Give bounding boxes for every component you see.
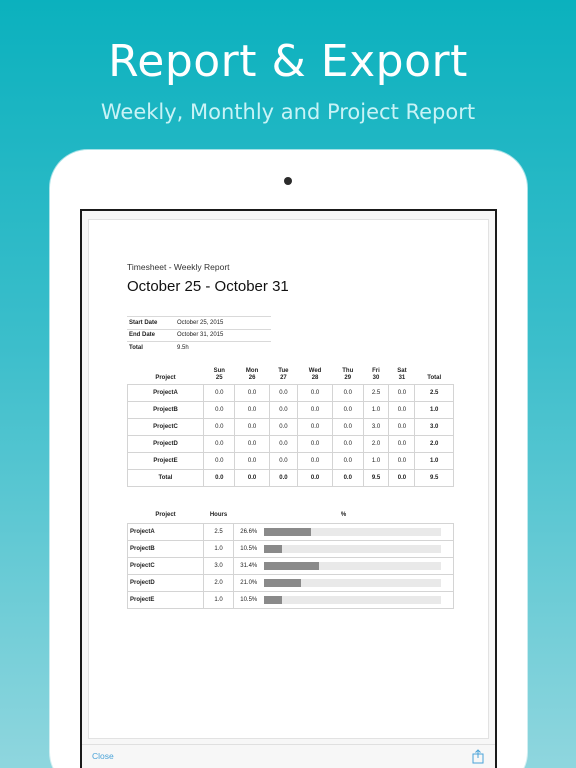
meta-label: Start Date [127, 317, 175, 330]
headline: Report & Export [108, 36, 468, 87]
day-name: Mon [245, 367, 259, 374]
hours-cell: 0.0 [332, 401, 363, 418]
table-row [128, 418, 454, 435]
hours-cell: 0.0 [389, 384, 415, 401]
percent-bar-track [264, 562, 442, 570]
row-total: 3.0 [415, 418, 454, 435]
hours-value: 1.0 [204, 591, 234, 608]
hours-cell: 0.0 [235, 435, 269, 452]
percent-value: 26.6% [234, 523, 264, 540]
hours-value: 2.0 [204, 574, 234, 591]
hours-cell: 0.0 [332, 452, 363, 469]
share-icon[interactable] [471, 749, 485, 764]
percent-bar-track [264, 528, 442, 536]
meta-value: 9.5h [175, 342, 271, 355]
camera-dot [284, 177, 292, 185]
project-name: ProjectC [128, 557, 204, 574]
hours-cell: 0.0 [204, 401, 235, 418]
hours-cell: 0.0 [332, 435, 363, 452]
hours-cell: 0.0 [204, 469, 235, 486]
meta-row [127, 329, 271, 342]
row-total: 2.5 [415, 384, 454, 401]
row-total: 9.5 [415, 469, 454, 486]
day-date: 31 [398, 374, 406, 381]
hours-value: 3.0 [204, 557, 234, 574]
day-date: 26 [248, 374, 256, 381]
day-header [363, 364, 389, 384]
day-name: Sat [397, 367, 407, 374]
percent-bar-fill [264, 579, 301, 587]
close-button[interactable]: Close [92, 751, 114, 761]
hours-cell: 0.0 [298, 418, 333, 435]
report-page [88, 219, 489, 739]
percent-bar-fill [264, 596, 283, 604]
report-kicker: Timesheet - Weekly Report [127, 262, 230, 272]
hours-cell: 0.0 [204, 384, 235, 401]
hours-cell: 0.0 [389, 401, 415, 418]
table-row [128, 435, 454, 452]
hours-cell: 0.0 [298, 435, 333, 452]
day-header [204, 364, 235, 384]
bottom-toolbar [82, 744, 495, 768]
project-name: ProjectE [128, 591, 204, 608]
meta-label: Total [127, 342, 175, 355]
hours-cell: 0.0 [235, 401, 269, 418]
project-name: ProjectB [128, 540, 204, 557]
hours-cell: 0.0 [389, 469, 415, 486]
row-total: 2.0 [415, 435, 454, 452]
row-total: 1.0 [415, 452, 454, 469]
hours-cell: 0.0 [269, 401, 297, 418]
meta-row [127, 342, 271, 355]
breakdown-row [128, 591, 454, 608]
report-meta-table [127, 316, 271, 354]
hours-cell: 0.0 [298, 469, 333, 486]
breakdown-row [128, 557, 454, 574]
breakdown-project-header: Project [155, 511, 176, 518]
hours-value: 2.5 [204, 523, 234, 540]
percent-bar-cell [264, 591, 454, 608]
day-header [389, 364, 415, 384]
hours-cell: 0.0 [298, 384, 333, 401]
table-row [128, 384, 454, 401]
hours-cell: 0.0 [332, 418, 363, 435]
percent-value: 21.0% [234, 574, 264, 591]
hours-cell: 0.0 [389, 435, 415, 452]
percent-bar-fill [264, 562, 320, 570]
day-header [332, 364, 363, 384]
breakdown-hours-header: Hours [209, 511, 228, 518]
hours-cell: 0.0 [235, 384, 269, 401]
percent-value: 10.5% [234, 540, 264, 557]
day-header [269, 364, 297, 384]
hours-cell: 2.5 [363, 384, 389, 401]
hours-cell: 0.0 [332, 469, 363, 486]
hours-cell: 0.0 [269, 435, 297, 452]
project-name: ProjectD [128, 435, 204, 452]
hours-cell: 0.0 [269, 384, 297, 401]
report-preview [82, 211, 495, 768]
day-date: 27 [280, 374, 287, 381]
hours-cell: 0.0 [204, 418, 235, 435]
project-breakdown-table [127, 507, 454, 609]
hours-cell: 0.0 [389, 418, 415, 435]
day-header [298, 364, 333, 384]
project-name: ProjectC [128, 418, 204, 435]
day-name: Fri [372, 367, 380, 374]
project-name: ProjectA [128, 523, 204, 540]
total-row [128, 469, 454, 486]
meta-value: October 25, 2015 [175, 317, 271, 330]
hours-value: 1.0 [204, 540, 234, 557]
hours-cell: 0.0 [235, 418, 269, 435]
meta-label: End Date [127, 329, 175, 342]
percent-bar-cell [264, 540, 454, 557]
day-name: Wed [308, 367, 322, 374]
hours-cell: 0.0 [235, 469, 269, 486]
hours-cell: 0.0 [389, 452, 415, 469]
hours-cell: 3.0 [363, 418, 389, 435]
hours-cell: 0.0 [269, 452, 297, 469]
percent-bar-track [264, 579, 442, 587]
hours-cell: 0.0 [298, 401, 333, 418]
hours-cell: 2.0 [363, 435, 389, 452]
breakdown-percent-header: % [340, 511, 347, 518]
subheadline: Weekly, Monthly and Project Report [100, 100, 476, 124]
day-date: 29 [344, 374, 352, 381]
percent-bar-fill [264, 528, 311, 536]
percent-bar-fill [264, 545, 283, 553]
meta-value: October 31, 2015 [175, 329, 271, 342]
row-total: 1.0 [415, 401, 454, 418]
day-name: Tue [278, 367, 289, 374]
table-row [128, 401, 454, 418]
day-date: 30 [372, 374, 380, 381]
weekly-hours-table [127, 364, 454, 487]
tablet-screen [80, 209, 497, 768]
project-name: ProjectA [128, 384, 204, 401]
project-name: ProjectD [128, 574, 204, 591]
project-name: Total [128, 469, 204, 486]
total-header: Total [427, 374, 442, 381]
hours-cell: 0.0 [332, 384, 363, 401]
day-name: Thu [342, 367, 354, 374]
hours-cell: 0.0 [235, 452, 269, 469]
breakdown-row [128, 574, 454, 591]
project-name: ProjectE [128, 452, 204, 469]
percent-value: 10.5% [234, 591, 264, 608]
percent-value: 31.4% [234, 557, 264, 574]
hours-cell: 1.0 [363, 401, 389, 418]
hours-cell: 0.0 [204, 452, 235, 469]
day-name: Sun [213, 367, 225, 374]
day-header [235, 364, 269, 384]
report-title: October 25 - October 31 [127, 278, 289, 295]
project-name: ProjectB [128, 401, 204, 418]
percent-bar-cell [264, 523, 454, 540]
percent-bar-track [264, 545, 442, 553]
percent-bar-track [264, 596, 442, 604]
hours-cell: 9.5 [363, 469, 389, 486]
day-date: 25 [215, 374, 223, 381]
percent-bar-cell [264, 557, 454, 574]
day-date: 28 [311, 374, 319, 381]
hours-cell: 0.0 [269, 469, 297, 486]
table-row [128, 452, 454, 469]
meta-row [127, 317, 271, 330]
hours-cell: 1.0 [363, 452, 389, 469]
weekly-project-header: Project [155, 374, 176, 381]
breakdown-row [128, 523, 454, 540]
percent-bar-cell [264, 574, 454, 591]
breakdown-row [128, 540, 454, 557]
hours-cell: 0.0 [298, 452, 333, 469]
hours-cell: 0.0 [204, 435, 235, 452]
hours-cell: 0.0 [269, 418, 297, 435]
